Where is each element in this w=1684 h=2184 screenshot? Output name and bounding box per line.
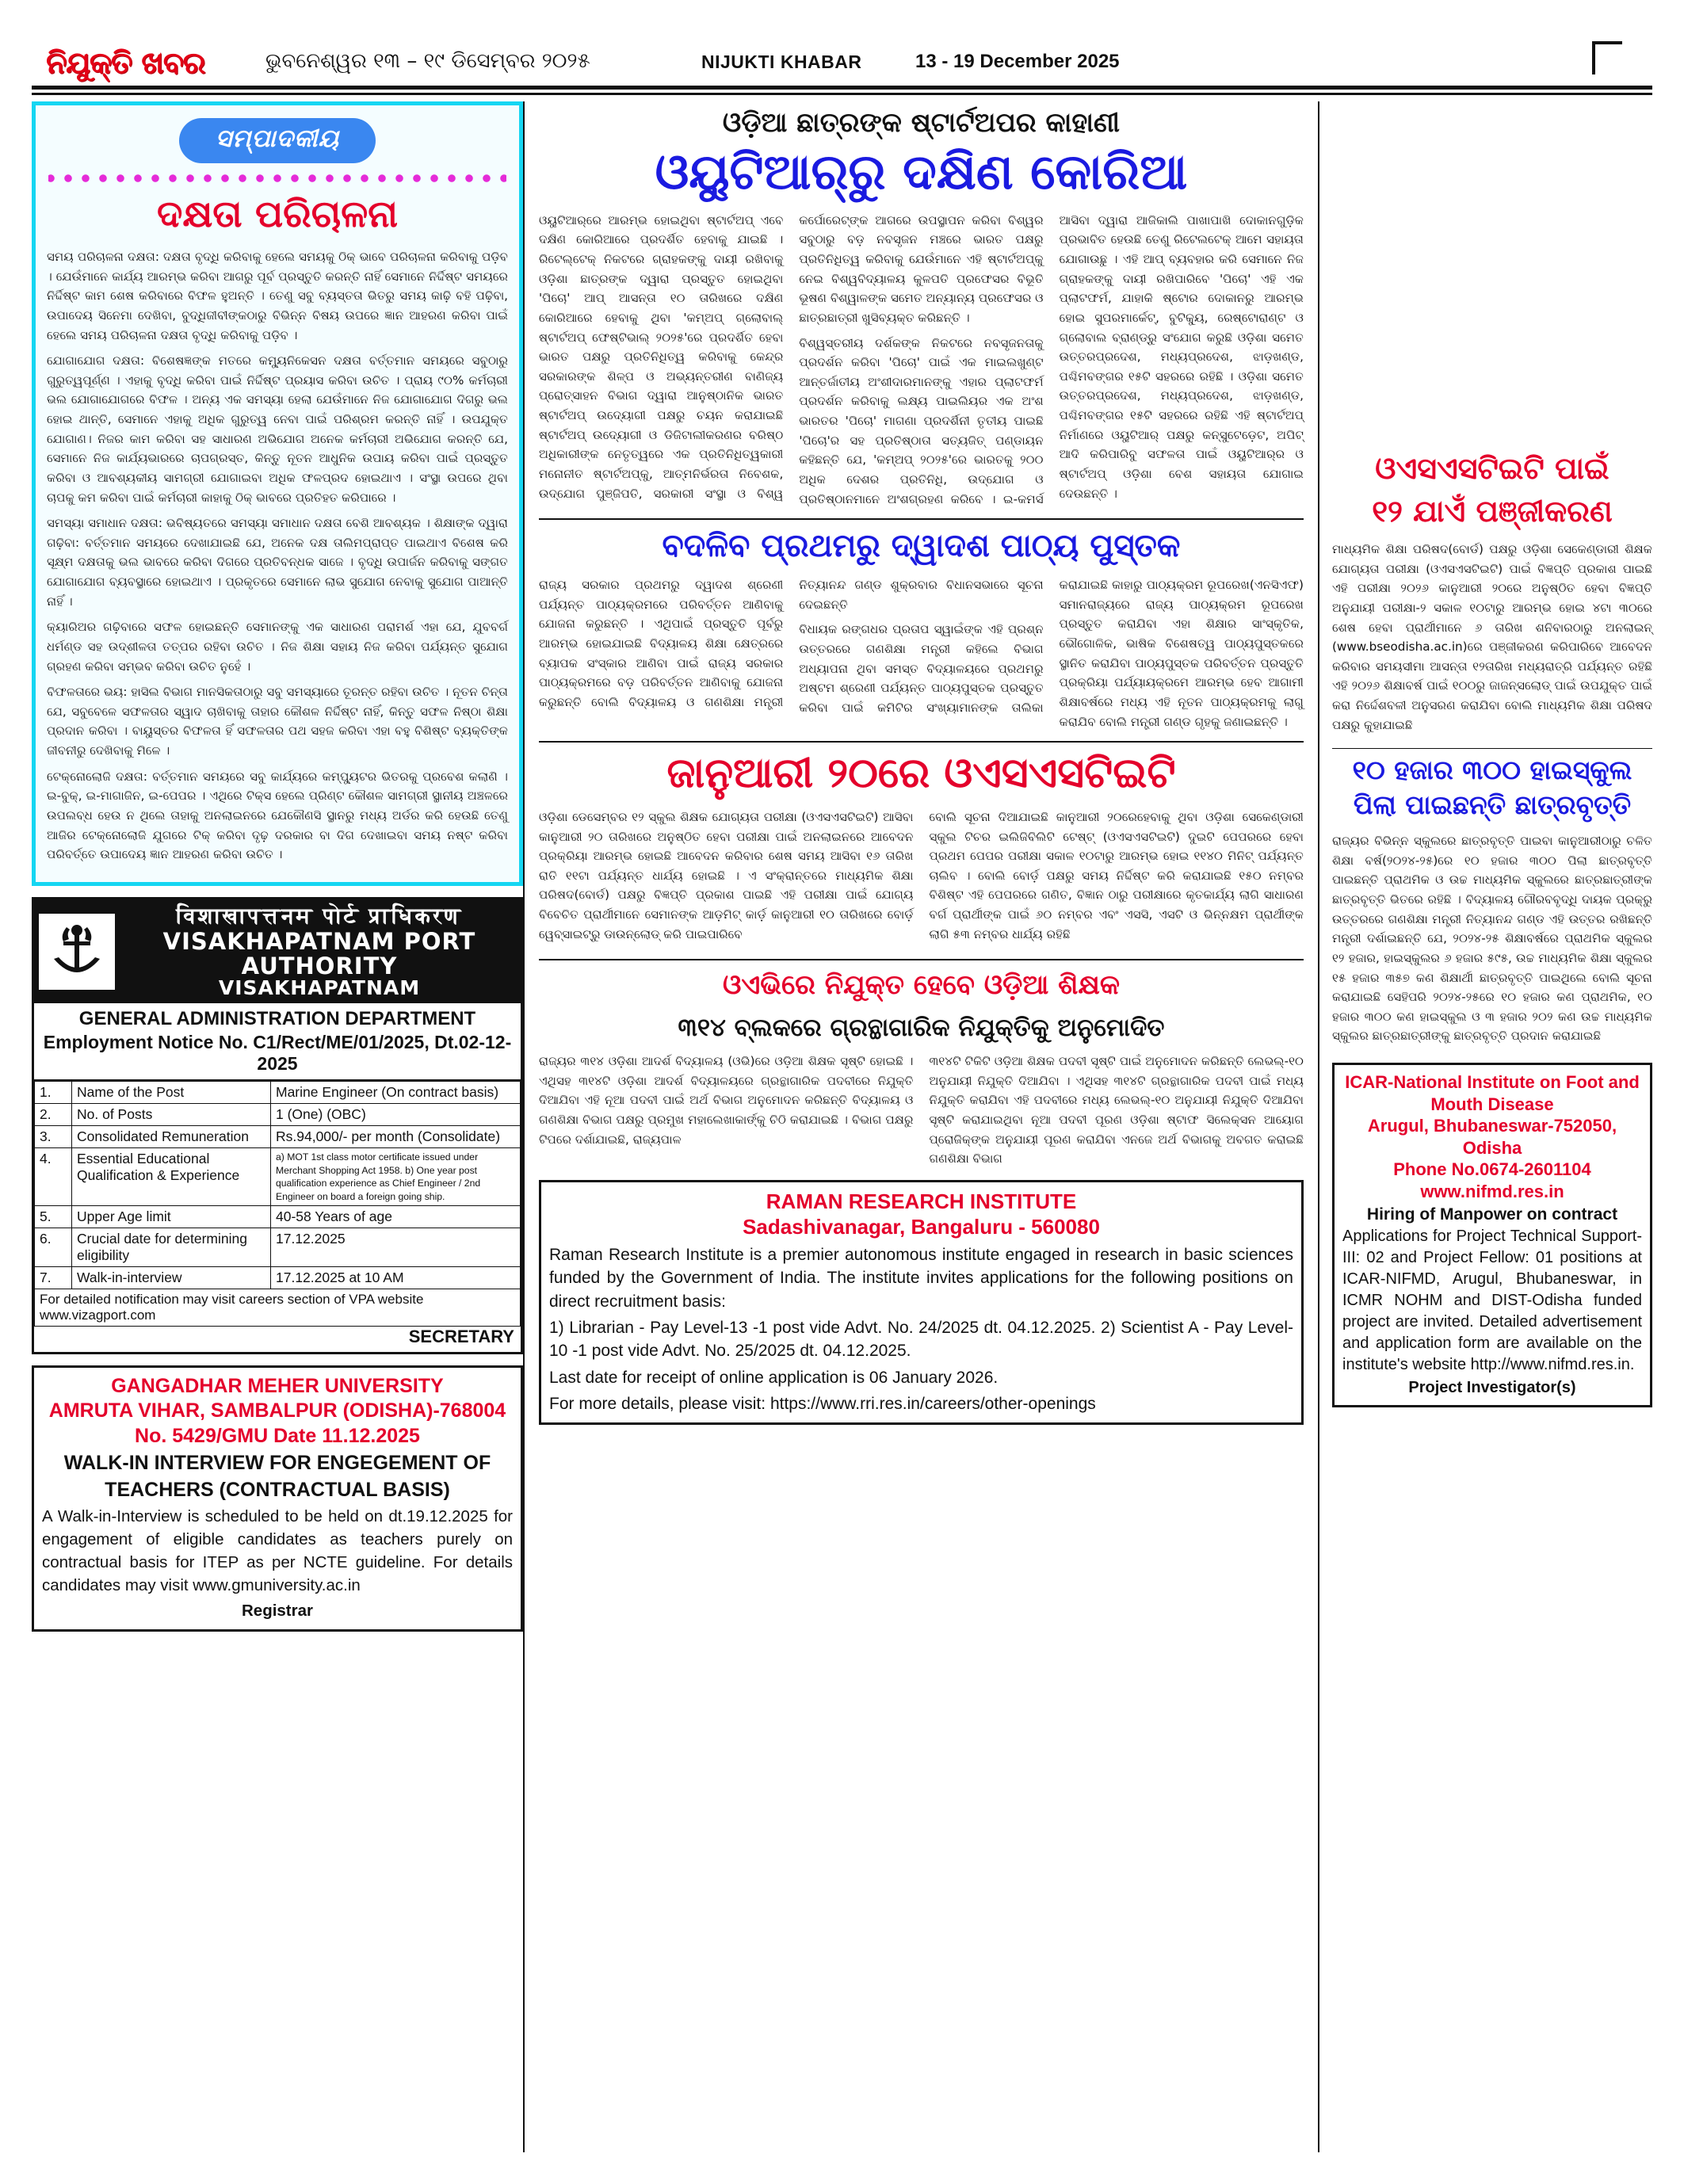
article-paragraph: ବିଶ୍ୱସ୍ତରୀୟ ଦର୍ଶକଙ୍କ ନିକଟରେ ନବସୃଜନତାକୁ ପ୍ରଦର୍ଶନ କରିବା 'ପିଚୋ' ପାଇଁ ଏକ ମାଇଲଖୁଣ୍ଟ ଆନ୍ତର୍ଜାତୀୟ ଅଂଶୀଦାରମାନଙ୍କୁ ଏହାର ପ୍ଲାଟଫର୍ମ ପ୍ରଦର୍ଶନ କରିବାକୁ ଲକ୍ଷ୍ୟ ପାଇଲିୟର ଏକ ଅଂଶ ଭାରତର 'ପିଚୋ' ମାଗଣା ପ୍ରଦର୍ଶିନୀ ତୃତୀୟ ପାଇଛି 'ପିଚୋ'ର ସହ ପ୍ରତିଷ୍ଠାତା ସତ୍ୟଜିତ୍ ପଣ୍ଡାୟନ କହିଛନ୍ତି ଯେ, 'କମ୍‌ଅପ୍ ୨୦୨୫'ରେ ଭାରତକୁ ୨୦୦ ଅଧିକ ଦେଶର ପ୍ରତିନିଧି, ଉଦ୍‌ଯୋଗ ଓ ପ୍ରତିଷ୍ଠାନମାନେ ଅଂଶଗ୍ରହଣ କରିବେ । ଇ-କମର୍ସ ଆସିବା ଦ୍ୱାରା ଆଜିକାଲି ପାଖାପାଖି ଦୋକାନଗୁଡ଼ିକ ପ୍ରଭାବିତ ହେଉଛି ତେଣୁ ରିଟେଲଟେକ୍ ଆମେ ସହାୟତା ଯୋଗାଉଛୁ । ଏହି ଆପ୍ ବ୍ୟବହାର କରି ସେମାନେ ନିଜ ଗ୍ରାହକଙ୍କୁ ଦାୟୀ ରଖିପାରିବେ 'ପିଚୋ' ଏହି ଏକ ପ୍ଲାଟଫର୍ମ, ଯାହାକି ଷ୍ଟୋର ଦୋକାନରୁ ଆରମ୍ଭ ହୋଇ ସୁପରମାର୍କେଟ୍, ବୁଟିକ୍ୟୁ, ରେଷ୍ଟୋରାଣ୍ଟ ଓ ଗ୍ଲୋବାଲ ବ୍ରାଣ୍ଡ୍‌ରୁ ସଂଯୋଗ କରୁଛି ଓଡ଼ିଶା ସମେତ ଉତ୍ତରପ୍ରଦେଶ, ମଧ୍ୟପ୍ରଦେଶ, ଝାଡ଼ଖଣ୍ଡ, ପଶ୍ଚିମବଙ୍ଗର ୧୫ଟି ସହରରେ ରହିଛି । ଓଡ଼ିଶା ସମେତ ଉତ୍ତରପ୍ରଦେଶ, ମଧ୍ୟପ୍ରଦେଶ, ଝାଡ଼ଖଣ୍ଡ, ପଶ୍ଚିମବଙ୍ଗର ୧୫ଟି ସହରରେ ରହିଛି ଏହି ଷ୍ଟାର୍ଟଅପ୍ ନିର୍ମାଣରେ ଓୟୁଟିଆର୍ ପକ୍ଷରୁ କନ୍‌ସୁଟେଡ଼େଟ, ଅପିଟ୍ ଆଦି କରିପାରିବୁ ସଫଳତା ପାଇଁ ଓୟୁଟିଆର୍‌ର ଓ ଷ୍ଟାର୍ଟଅପ୍ ଓଡ଼ିଶା ବେଶ ସହାୟତା ଯୋଗାଇ ଦେଉଛନ୍ତି । (799, 212, 1304, 506)
article-paragraph: ବିଧାୟକ ରଙ୍ଗଧର ପ୍ରତାପ ସ୍ୱାଇଁଙ୍କ ଏହି ପ୍ରଶ୍ନ ଉତ୍ତରରେ ଗଣଶିକ୍ଷା ମନ୍ତ୍ରୀ କହିଲେ ବିଭାଗ ଅଧ୍ୟାପନା ଥିବା ସମସ୍ତ ବିଦ୍ୟାଳୟରେ ପ୍ରଥମରୁ ଅଷ୍ଟମ ଶ୍ରେଣୀ ପର୍ଯ୍ୟନ୍ତ ପାଠ୍ୟପୁସ୍ତକ ପ୍ରସ୍ତୁତ କରିବା ପାଇଁ କମିଟିର ସଂଖ୍ୟାମାନଙ୍କ ତାଲିକା କରାଯାଇଛି କାହାରୁ ପାଠ୍ୟକ୍ରମ ରୂପରେଖ(ଏନସିଏଫ) ସମାନରାଜ୍ୟରେ ରାଜ୍ୟ ପାଠ୍ୟକ୍ରମ ରୂପରେଖ ପ୍ରସ୍ତୁତ କରାଯିବା ଏହା ଶିକ୍ଷାର ସାଂସ୍କୃତିକ, ଭୌଗୋଳିକ, ଭାଷିକ ବିଶେଷତ୍ୱ ପାଠ୍ୟପୁସ୍ତକରେ ସ୍ଥାନିତ କରାଯିବା ପାଠ୍ୟପୁସ୍ତକ ପରିବର୍ତ୍ତନ ପ୍ରସ୍ତୁତି ପ୍ରକ୍ରିୟା ପର୍ଯ୍ୟାୟକ୍ରମେ ଆରମ୍ଭ ହେବ ଆଗାମୀ ଶିକ୍ଷାବର୍ଷରେ ମଧ୍ୟ ଏହି ନୂତନ ପାଠ୍ୟକ୍ରମକୁ ଲାଗୁ କରାଯିବ ବୋଲି ମନ୍ତ୍ରୀ ଗଣ୍ଡ ଗୃହକୁ ଜଣାଇଛନ୍ତି । (799, 578, 1304, 729)
table-row (35, 1126, 521, 1148)
rule-thin (32, 93, 1652, 95)
vpa-table-body (35, 1082, 521, 1327)
row-value: 17.12.2025 (271, 1228, 521, 1267)
vpa-header (34, 899, 521, 1004)
table-row (35, 1289, 521, 1327)
vpa-title-english: VISAKHAPATNAM PORT AUTHORITY (162, 928, 476, 979)
table-row (35, 1267, 521, 1289)
vpa-title-hindi: विशाखापत्तनम पोर्ट प्राधिकरण (176, 902, 463, 929)
paper-logo: ନିଯୁକ୍ତି ଖବର (46, 45, 205, 80)
ad-gangadhar-meher-university (32, 1365, 523, 1632)
rri-deadline (549, 1366, 1293, 1389)
table-row (35, 1104, 521, 1126)
decorative-dot-rule (48, 173, 506, 184)
vpa-department: GENERAL ADMINISTRATION DEPARTMENT (78, 1008, 476, 1030)
row-serial: 4. (35, 1148, 72, 1206)
table-row (35, 1082, 521, 1104)
vpa-signature: SECRETARY (408, 1327, 514, 1347)
rri-position-1-detail: - Pay Level-13 -1 post vide Advt. No. 24/2025 dt. 04.12.2025. (633, 1319, 1102, 1338)
article-paragraph: ରାଜ୍ୟର ୩୧୪ ଓଡ଼ିଶା ଆଦର୍ଶ ବିଦ୍ୟାଳୟ (ଓଭି)ରେ ଓଡ଼ିଆ ଶିକ୍ଷକ ସୃଷ୍ଟି ହୋଇଛି । ଏଥିସହ ୩୧୪ଟି ଓଡ଼ିଶା ଆଦର୍ଶ ବିଦ୍ୟାଳୟରେ ଗ୍ରନ୍ଥାଗାରିକ ପଦବୀରେ ନିଯୁକ୍ତି ଦିଆଯିବା ଏହି ନୂଆ ପଦବୀ ପାଇଁ ଅର୍ଥ ବିଭାଗ ଅନୁମୋଦନ କରିଛନ୍ତି ବିଦ୍ୟାଳୟ ଓ ଗଣଶିକ୍ଷା ବିଭାଗ ପକ୍ଷରୁ ପ୍ରମୁଖ ମହାଲେଖାକାର୍ଙ୍କୁ ଚିଠି କରାଯାଇଛି । ବିଭାଗ ପକ୍ଷରୁ ଟିପରେ ଦର୍ଶାଯାଇଛି, ରାଜ୍ୟପାଳ (539, 1054, 914, 1147)
page-body (32, 101, 1652, 2152)
gmu-inner (34, 1368, 521, 1629)
scholarship-article-body (1332, 831, 1652, 1052)
vpa-footer-note: For detailed notification may visit careers section of VPA website www.vizagport.com (35, 1289, 521, 1327)
vpa-notice-number: Employment Notice No. C1/Rect/ME/01/2025, Dt.02-12-2025 (34, 1032, 521, 1081)
lead-kicker: ଓଡ଼ିଆ ଛାତ୍ରଙ୍କ ଷ୍ଟାର୍ଟଅପର କାହାଣୀ (722, 107, 1121, 139)
editorial-paragraph: ଯୋଗାଯୋଗ ଦକ୍ଷତା: ବିଶେଷଜ୍ଞଙ୍କ ମତରେ କମ୍ୟୁନିକେସନ ଦକ୍ଷତା ବର୍ତ୍ତମାନ ସମୟରେ ସବୁଠାରୁ ଗୁରୁତ୍ୱପୂର୍ଣ୍ଣ । ଏହାକୁ ବୃଦ୍ଧି କରିବା ପାଇଁ ନିର୍ଦ୍ଦିଷ୍ଟ ପ୍ରୟାସ କରିବା ଉଚିତ । ପ୍ରାୟ ୯୦% କର୍ମଚାରୀ ଭଲ ଯୋଗାଯୋଗରେ ବିଫଳ । ଅନ୍ୟ ଏକ ସମସ୍ୟା ହେଲା ଯେଉଁମାନେ ନିଜ ଯୋଗାଯୋଗ ଦିଗରୁ ଭଲ ହୋଇ ଥାନ୍ତି, ସେମାନେ ଏହାକୁ ଅଧିକ ଗୁରୁତ୍ୱ ନେବା ପାଇଁ ପରିଶ୍ରମ କରନ୍ତି ନାହିଁ । ଉପଯୁକ୍ତ ଯୋଗାଣ। ନିଜର କାମ କରିବା ସହ ସାଧାରଣ ଅଭିଯୋଗ ଅନେକ କର୍ମଚାରୀ ଅଭିଯୋଗ କରନ୍ତି ଯେ, ସେମାନେ ନିଜ କାର୍ଯ୍ୟଭାରରେ ଚାପଗ୍ରସ୍ତ, କିନ୍ତୁ ନୂତନ ଆଧୁନିକ ଉପାୟ କରିବା ପାଇଁ ପ୍ରସ୍ତୁତ କରିବା ଓ ଆବଶ୍ୟକୀୟ ସାମଗ୍ରୀ ଯୋଗାଇବା ଅଧିକ ଫଳପ୍ରଦ ହୋଇଥାଏ । ସଂସ୍ଥା ଉପରେ ଥିବା ଚାପକୁ କମ କରିବା ପାଇଁ କର୍ମଚାରୀ କାହାକୁ ଠିକ୍ ଭାବରେ ପ୍ରତିହତ କରିପାରେ । (47, 353, 508, 505)
editorial-title: ଦକ୍ଷତା ପରିଚାଳନା (156, 193, 398, 236)
editorial-paragraph: କ୍ୟାରିଅର ଗଢ଼ିବାରେ ସଫଳ ହୋଇଛନ୍ତି ସେମାନଙ୍କୁ ଏକ ସାଧାରଣ ପରାମର୍ଶ ଏହା ଯେ, ଯୁବବର୍ଗ ଧର୍ମଣ୍ଡ ସହ ଉଦ୍‌ଶୀଳତା ତତ୍ପର ରହିବା ଉଚିତ । ନିଜ ଶିକ୍ଷା ସହାୟ ନିଜ କରିବା ପର୍ଯ୍ୟନ୍ତ ସୁଯୋଗ ଗ୍ରହଣ କରିବା ସମ୍ଭବ କରିବା ଉଚିତ ନୁହେଁ । (47, 620, 508, 674)
gmu-signature: Registrar (241, 1602, 313, 1621)
gmu-heading-line2: TEACHERS (CONTRACTUAL BASIS) (105, 1479, 450, 1502)
rri-position-2-detail: - Pay Level-10 -1 post vide Advt. No. 25/2025 dt. 04.12.2025. (549, 1319, 1293, 1361)
icar-inner (1335, 1065, 1650, 1405)
rri-intro-text: Raman Research Institute is a premier autonomous institute engaged in research in basic sciences funded by the Government of India. The institute invites applications for the following positions on direct recruitment basis: (549, 1245, 1293, 1311)
vpa-title-block (123, 904, 516, 999)
row-label: Essential Educational Qualification & Experience (72, 1148, 271, 1206)
masthead-paper-name: NIJUKTI KHABAR (701, 52, 862, 72)
lead-article-body (539, 211, 1304, 509)
row-value: 1 (One) (OBC) (271, 1104, 521, 1126)
editorial-badge: ସମ୍ପାଦକୀୟ (179, 118, 376, 163)
ov-headline: ଓଏଭିରେ ନିଯୁକ୍ତ ହେବେ ଓଡ଼ିଆ ଶିକ୍ଷକ (722, 969, 1120, 1002)
ad-visakhapatnam-port-authority (32, 897, 523, 1354)
column-divider (523, 101, 525, 2152)
masthead-rules (32, 86, 1652, 95)
editorial-box (32, 101, 523, 886)
gmu-address: AMRUTA VIHAR, SAMBALPUR (ODISHA)-768004 (48, 1399, 506, 1422)
rule-thick (32, 86, 1652, 90)
editorial-paragraph: ବିଫଳତାରେ ଭୟ: ହାସିଲ ବିଭାଗ ମାନସିକତାଠାରୁ ସବୁ ସମସ୍ୟାରେ ତୂରନ୍ତ ରହିବା ଉଚିତ । ନୂତନ ଚିନ୍ତା ଯେ, ସବୁବେଳେ ସଫଳତାର ସ୍ୱାଦ ଚାଖିବାକୁ ତାହାର କୌଶଳ ନିର୍ଦ୍ଦିଷ୍ଟ ନାହିଁ, କିନ୍ତୁ ସଫଳ ନିଷ୍ଠା ଶିକ୍ଷା ପ୍ରଦାନ କରିବା । ବାୟୁସ୍ତର ବିଫଳତା ହିଁ ସଫଳତାର ପଥ ସହଜ କରିବା ଏହା ବହୁ ବିଶିଷ୍ଟ ବ୍ୟକ୍ତିଙ୍କ ଜୀବନୀରୁ ଦେଖିବାକୁ ମିଳେ । (47, 685, 508, 758)
article-paragraph: ବୋଲି ସୂଚନା ଦିଆଯାଇଛି କାନୁଆରୀ ୨୦ରେହେବାକୁ ଥିବା ଓଡ଼ିଶା ସେକେଣ୍ଡାରୀ ସ୍କୁଲ ଟିଚର ଇଲିଜିବିଲିଟି ଟେଷ୍ଟ୍ (ଓଏସଏସଟିଇଟି) ଦୁଇଟି ପେପରରେ ହେବା ପ୍ରଥମ ପେପର ପରୀକ୍ଷା ସକାଳ ୧୦ଟାରୁ ଆରମ୍ଭ ହୋଇ ୧୧୪୦ ମିନିଟ୍ ପର୍ଯ୍ୟନ୍ତ ଚାଲିବ । ବୋଲି ବୋର୍ଡ଼ ପକ୍ଷରୁ ସମୟ ନିର୍ଦ୍ଦିଷ୍ଟ କରି କରାଯାଇଛି ୧୫୦ ନମ୍ବର ବିଶିଷ୍ଟ ଏହି ପେପରରେ ଗଣିତ, ବିଜ୍ଞାନ ଠାରୁ ପରୀକ୍ଷାରେ କୃତକାର୍ଯ୍ୟ ଲାଗି ସାଧାରଣ ବର୍ଗ ପ୍ରାର୍ଥୀଙ୍କ ପାଇଁ ୬୦ ନମ୍ବର ଏବଂ ଏସସି, ଏସଟି ଓ ଭିନ୍ନକ୍ଷମ ପ୍ରାର୍ଥୀଙ୍କ ଲାଗି ୫୩ ନମ୍ବର ଧାର୍ଯ୍ୟ ରହିଛି (929, 809, 1304, 941)
column-middle (539, 101, 1304, 2152)
article-paragraph: ରାଜ୍ୟ ସରକାର ପ୍ରଥମରୁ ଦ୍ୱାଦଶ ଶ୍ରେଣୀ ପର୍ଯ୍ୟନ୍ତ ପାଠ୍ୟକ୍ରମରେ ପରିବର୍ତ୍ତନ ଆଣିବାକୁ ଯୋଜନା କରୁଛନ୍ତି । ଏଥିପାଇଁ ପ୍ରସ୍ତୁତି ପୂର୍ବରୁ ଆରମ୍ଭ ହୋଇଯାଇଛି ବିଦ୍ୟାଳୟ ଶିକ୍ଷା କ୍ଷେତ୍ରରେ ବ୍ୟାପକ ସଂସ୍କାର ଆଣିବା ପାଇଁ ରାଜ୍ୟ ସରକାର ପାଠ୍ୟକ୍ରମରେ ବଡ଼ ପରିବର୍ତ୍ତନ ଆଣିବାକୁ ଯୋଜନା କରୁଛନ୍ତି ବୋଲି ବିଦ୍ୟାଳୟ ଓ ଗଣଶିକ୍ଷା ମନ୍ତ୍ରୀ ନିତ୍ୟାନନ୍ଦ ଗଣ୍ଡ ଶୁକ୍ରବାର ବିଧାନସଭାରେ ସୂଚନା ଦେଇଛନ୍ତି (539, 578, 1044, 709)
rri-position-1-label: 1) Librarian (549, 1319, 634, 1338)
masthead-date-english: 13 - 19 December 2025 (915, 51, 1120, 72)
section-divider (539, 959, 1304, 960)
rri-address: Sadashivanagar, Bangaluru - 560080 (743, 1215, 1100, 1239)
article-paragraph: ୩୧୪ଟି ଟିକିଟି ଓଡ଼ିଆ ଶିକ୍ଷକ ପଦବୀ ସୃଷ୍ଟି ପାଇଁ ଅନୁମୋଦନ କରିଛନ୍ତି ଲେଭଲ୍-୧୦ ଅନୁଯାୟୀ ନିଯୁକ୍ତି ଦିଆଯିବା । ଏଥିସହ ୩୧୪ଟି ଗ୍ରନ୍ଥାଗାରିକ ପଦବୀ ପାଇଁ ମଧ୍ୟ ନିଯୁକ୍ତି କରାଯିବା ଏହି ପଦବୀରେ ମଧ୍ୟ ଲେଭଲ୍-୧୦ ଅନୁଯାୟୀ ନିଯୁକ୍ତି ଦିଆଯିବା ସୃଷ୍ଟି କରାଯାଇଥିବା ନୂଆ ପଦବୀ ପୂରଣ ଓଡ଼ିଶା ଷ୍ଟାଫ ସିଲେକ୍ସନ ଆୟୋଗ ପ୍ରୋଜିକ୍‌ଙ୍କ ଅନୁଯାୟୀ ପୂରଣ କରାଯିବା ଏନଜେ ଅର୍ଥ ବିଭାଗକୁ ଅବଗତ କରାଇଛି ଗଣଶିକ୍ଷା ବିଭାଗ (929, 1054, 1304, 1166)
ad-raman-research-institute (539, 1180, 1304, 1425)
editorial-body (47, 247, 508, 871)
row-label: Name of the Post (72, 1082, 271, 1104)
table-row (35, 1206, 521, 1228)
registration-headline-line1: ଓଏସଏସଟିଇଟି ପାଇଁ (1375, 451, 1610, 486)
gmu-body-text: A Walk-in-Interview is scheduled to be held on dt.19.12.2025 for engagement of eligible candidates as teachers purely on contractual basis for ITEP as per NCTE guideline. For details candidates may visit www.gmuniversity.ac.in (42, 1507, 513, 1594)
row-value: Marine Engineer (On contract basis) (271, 1082, 521, 1104)
osstet-article-body (539, 808, 1304, 949)
column-right (1319, 101, 1652, 2152)
article-paragraph: ରାଜ୍ୟର ବିଭିନ୍ନ ସ୍କୁଲରେ ଛାତ୍ରବୃତ୍ତି ପାଇବା କାନୁଆରୀଠାରୁ ଚଳିତ ଶିକ୍ଷା ବର୍ଷ(୨୦୨୪-୨୫)ରେ ୧୦ ହଜାର ୩୦୦ ପିଲା ଛାତ୍ରବୃତ୍ତି ପାଇଛନ୍ତି ପ୍ରାଥମିକ ଓ ଉଚ୍ଚ ମାଧ୍ୟମିକ ସ୍କୁଲରେ ଛାତ୍ରଛାତ୍ରୀଙ୍କ ଛାତ୍ରବୃତ୍ତି ଭିତରେ ରହିଛି । ବିଦ୍ୟାଳୟ ଗୌରବବୃଦ୍ଧି ଦାୟକ ପ୍ରକ୍ରୁ ଉତ୍ତରରେ ଗଣଶିକ୍ଷା ମନ୍ତ୍ରୀ ନିତ୍ୟାନନ୍ଦ ଗଣ୍ଡ ଏହି ଉତ୍ତର ରଖିଛନ୍ତି ମନ୍ତ୍ରୀ ଦର୍ଶାଇଛନ୍ତି ଯେ, ୨୦୨୪-୨୫ ଶିକ୍ଷାବର୍ଷରେ ପ୍ରାଥମିକ ସ୍କୁଲର ୧୨ ହଜାର, ହାଇସ୍କୁଲର ୬ ହଜାର ୫୯୫, ଉଚ୍ଚ ମାଧ୍ୟମିକ ଶିକ୍ଷା ସ୍କୁଲର ୧୫ ହଜାର ୩୫୭ କଣ ଶିକ୍ଷାର୍ଥୀ ଛାତ୍ରବୃତ୍ତି ପାଇଥିଲେ ବୋଲି ସୂଚନା କରାଯାଇଛି ସେହିପରି ୨୦୨୪-୨୫ରେ ୧୦ ହଜାର କଣ ପ୍ରାଥମିକ, ୧୦ ହଜାର ୩୦୦ କଣ ହାଇସ୍କୁଲ ଓ ୩ ହଜାର ୨୦୨ କଣ ଉଚ୍ଚ ମାଧ୍ୟମିକ ସ୍କୁଲର ଛାତ୍ରଛାତ୍ରୀଙ୍କୁ ଛାତ୍ରବୃତ୍ତି ପ୍ରଦାନ କରାଯାଇଛି (1332, 834, 1652, 1044)
row-value: Rs.94,000/- per month (Consolidate) (271, 1126, 521, 1148)
icar-website[interactable]: www.nifmd.res.in (1420, 1181, 1564, 1201)
rri-deadline-prefix: Last date for receipt of online application is (549, 1368, 869, 1387)
icar-phone: Phone No.0674-2601104 (1393, 1159, 1591, 1179)
table-row (35, 1228, 521, 1267)
textbook-article-body (539, 575, 1304, 731)
page-number-marker (1592, 41, 1622, 74)
ad-icar-nifmd (1332, 1063, 1652, 1407)
row-label: Upper Age limit (72, 1206, 271, 1228)
section-divider (539, 518, 1304, 520)
table-row (35, 1148, 521, 1206)
row-value: a) MOT 1st class motor certificate issued under Merchant Shopping Act 1958. b) One year post qualification experience as Chief Engineer / 2nd Engineer on board a foreign going ship. (271, 1148, 521, 1206)
rri-positions (549, 1316, 1293, 1363)
editorial-paragraph: ସମସ୍ୟା ସମାଧାନ ଦକ୍ଷତା: ଭବିଷ୍ୟତରେ ସମସ୍ୟା ସମାଧାନ ଦକ୍ଷତା ବେଶି ଆବଶ୍ୟକ । ଶିକ୍ଷାଙ୍କ ଦ୍ୱାରା ଗଢ଼ିବା: ବର୍ତ୍ତମାନ ସମୟରେ ଦେଖାଯାଇଛି ଯେ, ଅନେକ ଦକ୍ଷ ତାଲିମପ୍ରାପ୍ତ ପାଇଥାଏ ବିଶେଷ କରି ସୂକ୍ଷ୍ମ ଦକ୍ଷତାକୁ ଭଲ ଭାବରେ କରିବା ଦିଗରେ ପ୍ରତିବନ୍ଧକ ସାଜେ । ବୃଦ୍ଧି ଉପାର୍ଜନ କରିବାକୁ ସଙ୍ଗତ ଯୋଗାଯୋଗ ବ୍ୟବସ୍ଥାରେ ହୋଇଥାଏ । ପ୍ରକୃତରେ ସେମାନେ ଲାଭ ସୁଯୋଗ ନେବାକୁ ସୁଯୋଗ ପାଆନ୍ତି ନାହିଁ । (47, 516, 508, 609)
gmu-university-name: GANGADHAR MEHER UNIVERSITY (111, 1375, 444, 1398)
editorial-badge-wrap (47, 113, 508, 166)
masthead-place-date: ଭୁବନେଶ୍ୱର ୧୩ – ୧୯ ଡିସେମ୍ବର ୨୦୨୫ (265, 49, 590, 73)
rri-institute-name: RAMAN RESEARCH INSTITUTE (766, 1189, 1077, 1213)
row-value: 17.12.2025 at 10 AM (271, 1267, 521, 1289)
row-serial: 6. (35, 1228, 72, 1267)
row-serial: 3. (35, 1126, 72, 1148)
rri-position-2-label: 2) Scientist A (1101, 1319, 1198, 1338)
editorial-paragraph: ଟେକ୍ନୋଲୋଜି ଦକ୍ଷତା: ବର୍ତ୍ତମାନ ସମୟରେ ସବୁ କାର୍ଯ୍ୟରେ କମ୍ପ୍ୟୁଟର ଭିତରକୁ ପ୍ରବେଶ କଲାଣି । ଇ-ବୁକ୍, ଇ-ମାଗାଜିନ, ଇ-ପେପର । ଏଥିରେ ଟିକ୍ସ ହେଲେ ପ୍ରିଣ୍ଟ କୌଶଳ ସାମଗ୍ରୀ ସ୍ଥାନୀୟ ଅଞ୍ଚଳରେ ଉପଲବ୍ଧ ହେଉ ନ ଥିଲେ ତାହାକୁ ଅନଲାଇନରେ ଯେକୌଣସି ସ୍ଥାନରୁ ମଧ୍ୟ ଅର୍ଡର କରି ହେଉଛି ତେଣୁ ଆଜିର ଟେକ୍ନୋଲୋଜି ଯୁଗରେ ଟିକ୍ କରିବା ଦୃଢ଼ ଦରକାର ବା ଦିଗ ଦେଖାଇବା ସମୟ ନଷ୍ଟ କରିବା ପରିବର୍ତ୍ତେ ଉପାଦେୟ ଜ୍ଞାନ ଆହରଣ କରିବା ଉଚିତ । (47, 769, 508, 862)
article-paragraph: ଓଡ଼ିଶା ଡେସେମ୍ବର ୧୨ ସ୍କୁଲ ଶିକ୍ଷକ ଯୋଗ୍ୟତା ପରୀକ୍ଷା (ଓଏସଏସଟିଇଟି) ଆସିବା କାନୁଆରୀ ୨୦ ତାରିଖରେ ଅନୁଷ୍ଠିତ ହେବା ପରୀକ୍ଷା ପାଇଁ ଅନଲାଇନରେ ଆବେଦନ ପ୍ରକ୍ରିୟା ଆରମ୍ଭ ହୋଇଛି ଆବେଦନ କରିବାର ଶେଷ ସମୟ ଆସିବା ୧୬ ତାରିଖ ରାତି ୧୧ଟା ପର୍ଯ୍ୟନ୍ତ ଧାର୍ଯ୍ୟ ହୋଇଛି । ଏ ସଂକ୍ରାନ୍ତରେ ମାଧ୍ୟମିକ ଶିକ୍ଷା ପରିଷଦ(ବୋର୍ଡ) ପକ୍ଷରୁ ବିଜ୍ଞପ୍ତି ପ୍ରକାଶ ପାଇଛି ଏହି ପରୀକ୍ଷା ପାଇଁ ଯୋଗ୍ୟ ବିବେଚିତ ପ୍ରାର୍ଥୀମାନେ ସେମାନଙ୍କ ଆଡ଼ମିଟ୍ କାର୍ଡ଼ କାନୁଆରୀ ୧୦ ତାରିଖରେ ବୋର୍ଡ଼ ୱେବ୍‌ସାଇଟ୍‌ରୁ ଡାଉନ୍‌ଲୋଡ୍ କରି ପାଇପାରିବେ (539, 809, 914, 941)
row-label: Crucial date for determining eligibility (72, 1228, 271, 1267)
row-serial: 7. (35, 1267, 72, 1289)
rri-inner (541, 1182, 1301, 1422)
rri-website-link[interactable]: https://www.rri.res.in/careers/other-openings (769, 1395, 1096, 1414)
column-left (32, 101, 523, 2152)
anchor-emblem-icon (39, 914, 115, 990)
registration-headline-line2: ୧୨ ଯାଏଁ ପଞ୍ଜୀକରଣ (1372, 493, 1613, 529)
row-serial: 5. (35, 1206, 72, 1228)
registration-article-body (1332, 540, 1652, 740)
vpa-title-city: VISAKHAPATNAM (218, 976, 421, 1000)
masthead (0, 0, 1684, 87)
ov-subhead: ୩୧୪ ବ୍ଲକରେ ଗ୍ରନ୍ଥାଗାରିକ ନିଯୁକ୍ତିକୁ ଅନୁମୋଦିତ (678, 1013, 1165, 1042)
row-value: 40-58 Years of age (271, 1206, 521, 1228)
row-label: Consolidated Remuneration (72, 1126, 271, 1148)
article-paragraph: ମାଧ୍ୟମିକ ଶିକ୍ଷା ପରିଷଦ(ବୋର୍ଡ) ପକ୍ଷରୁ ଓଡ଼ିଶା ସେକେଣ୍ଡାରୀ ଶିକ୍ଷକ ଯୋଗ୍ୟତା ପରୀକ୍ଷା (ଓଏସଏସଟିଇଟି) ପାଇଁ ବିଜ୍ଞପ୍ତି ପ୍ରକାଶ ପାଇଛି ଏହି ପରୀକ୍ଷା ୨୦୨୬ କାନୁଆରୀ ୨୦ରେ ଅନୁଷ୍ଠିତ ହେବା ବିଜ୍ଞପ୍ତି ଅନୁଯାୟୀ ପରୀକ୍ଷା-୨ ସକାଳ ୧୦ଟାରୁ ଆରମ୍ଭ ହୋଇ ୪ଟା ୩୦ରେ ଶେଷ ହେବା ପ୍ରାର୍ଥୀମାନେ ୬ ତାରିଖ ଶନିବାରଠାରୁ ଅନଲାଇନ୍ (www.bseodisha.ac.in)ରେ ପଞ୍ଜୀକରଣ କରିପାରିବେ ଆବେଦନ କରିବାର ସମୟସୀମା ଆସନ୍ତା ୧୨ତାରିଖ ମଧ୍ୟରାତ୍ରି ପର୍ଯ୍ୟନ୍ତ ରହିଛି ଏହି ୨୦୨୬ ଶିକ୍ଷାବର୍ଷ ପାଇଁ ୧୦୦ରୁ ଜାଜନ୍ସଲୋଡ୍ ପାଇଁ ଉପଯୁକ୍ତ ପାଇଁ କରା ନିର୍ଦ୍ଦେଶବଳୀ ଅନୁସରଣ କରାଯିବା ବୋଲି ମାଧ୍ୟମିକ ଶିକ୍ଷା ପରିଷଦ ପକ୍ଷରୁ କୁହାଯାଇଛି (1332, 542, 1652, 732)
section-divider (539, 741, 1304, 743)
row-serial: 1. (35, 1082, 72, 1104)
rri-deadline-date: 06 January 2026. (869, 1368, 999, 1387)
scholarship-headline-line1: ୧୦ ହଜାର ୩୦୦ ହାଇସ୍କୁଲ (1352, 754, 1632, 786)
scholarship-headline-line2: ପିଲା ପାଇଛନ୍ତି ଛାତ୍ରବୃତ୍ତି (1353, 789, 1632, 821)
textbook-headline: ବଦଳିବ ପ୍ରଥମରୁ ଦ୍ୱାଦଶ ପାଠ୍ୟ ପୁସ୍ତକ (662, 528, 1181, 565)
article-paragraph: ଓୟୁଟିଆର୍‌ରେ ଆରମ୍ଭ ହୋଇଥିବା ଷ୍ଟାର୍ଟଅପ୍ ଏବେ ଦକ୍ଷିଣ କୋରିଆରେ ପ୍ରଦର୍ଶିତ ହେବାକୁ ଯାଇଛି । ରିଟେଲ୍‌ଟେକ୍ ନିକଟରେ ଗ୍ରାହକଙ୍କୁ ଦାୟୀ ରଖିବାକୁ ଓଡ଼ିଶା ଛାତ୍ରଙ୍କ ଦ୍ୱାରା ପ୍ରସ୍ତୁତ ହୋଇଥିବା 'ପିଚୋ' ଆପ୍ ଆସନ୍ତା ୧୦ ତାରିଖରେ ଦକ୍ଷିଣ କୋରିଆରେ ହେବାକୁ ଥିବା 'କମ୍‌ଅପ୍ ଗ୍ଲୋବାଲ୍ ଷ୍ଟାର୍ଟଅପ୍ ଫେଷ୍ଟିଭାଲ୍ ୨୦୨୫'ରେ ପ୍ରଦର୍ଶିତ ହେବା ଭାରତ ପକ୍ଷରୁ ପ୍ରତିନିଧିତ୍ୱ କରିବାକୁ କେନ୍ଦ୍ର ସରକାରଙ୍କ ଶିଳ୍ପ ଓ ଅଭ୍ୟନ୍ତରୀଣ ବାଣିଜ୍ୟ ପ୍ରୋତ୍ସାହନ ବିଭାଗ ଦ୍ୱାରା ଆନୁଷ୍ଠାନିକ ଭାରତ ଷ୍ଟାର୍ଟଅପ୍ ଉଦ୍ୟୋଗୀ ପକ୍ଷରୁ ଚୟନ କରାଯାଇଛି ଷ୍ଟାର୍ଟଅପ୍ ଉଦ୍ୟୋଗୀ ଓ ଡିଜିଟାଲୀକରଣର ବରିଷ୍ଠ ଅଧିକାରୀଙ୍କ ନେତୃତ୍ୱରେ ଏକ ପ୍ରତିନିଧିତ୍ୱକାରୀ ମନୋନୀତ ଷ୍ଟାର୍ଟଅପ୍‌କୁ, ଆତ୍ମନିର୍ଭରତା ନିବେଶକ, ଉଦ୍‌ଯୋଗ ପୁଞ୍ଜିପତି, ସରକାରୀ ସଂସ୍ଥା ଓ ବିଶ୍ୱ କର୍ପୋରେଟ୍‌ଙ୍କ ଆଗରେ ଉପସ୍ଥାପନ କରିବା ବିଶ୍ୱର ସବୁଠାରୁ ବଡ଼ ନବସୃଜନ ମଞ୍ଚରେ ଭାରତ ପକ୍ଷରୁ ପ୍ରତିନିଧିତ୍ୱ କରିବାକୁ ଯେଉଁମାନେ ଏହି ଷ୍ଟାର୍ଟଅପ୍‌କୁ ନେଇ ବିଶ୍ୱବିଦ୍ୟାଳୟ କୁଳପତି ପ୍ରଫେସର ବିଭୂତି ଭୂଷଣ ବିଶ୍ୱାଳଙ୍କ ସମେତ ଅନ୍ୟାନ୍ୟ ପ୍ରଫେସର ଓ ଛାତ୍ରଛାତ୍ରୀ ଖୁସିବ୍ୟକ୍ତ କରିଛନ୍ତି । (539, 212, 1044, 501)
vpa-details-table (34, 1081, 521, 1327)
icar-subheading: Hiring of Manpower on contract (1366, 1205, 1618, 1224)
row-serial: 2. (35, 1104, 72, 1126)
osstet-headline: ଜାନୁଆରୀ ୨୦ରେ ଓଏସଏସଟିଇଟି (666, 750, 1176, 798)
row-label: No. of Posts (72, 1104, 271, 1126)
icar-address: Arugul, Bhubaneswar-752050, Odisha (1367, 1116, 1617, 1158)
lead-headline: ଓୟୁଟିଆର୍‌ରୁ ଦକ୍ଷିଣ କୋରିଆ (655, 142, 1188, 200)
gmu-notice-number: No. 5429/GMU Date 11.12.2025 (135, 1424, 420, 1447)
icar-institute-name: ICAR-National Institute on Foot and Mouth Disease (1345, 1072, 1640, 1114)
section-divider (1332, 748, 1652, 749)
row-label: Walk-in-interview (72, 1267, 271, 1289)
rri-more-info (549, 1392, 1293, 1415)
icar-signature: Project Investigator(s) (1408, 1379, 1576, 1396)
rri-more-prefix: For more details, please visit: (549, 1395, 770, 1414)
icar-body-text: Applications for Project Technical Support-III: 02 and Project Fellow: 01 positions at ICAR-NIFMD, Arugul, Bhubaneswar, in ICMR NOHM and DIST-Odisha funded project are invited. Detailed advertisement and application form are available on the institute's website http://www.nifmd.res.in. (1342, 1228, 1642, 1373)
gmu-heading-line1: WALK-IN INTERVIEW FOR ENGEGEMENT OF (63, 1451, 491, 1474)
ov-article-body (539, 1052, 1304, 1169)
editorial-paragraph: ସମୟ ପରିଚାଳନା ଦକ୍ଷତା: ଦକ୍ଷତା ବୃଦ୍ଧି କରିବାକୁ ହେଲେ ସମୟକୁ ଠିକ୍ ଭାବେ ପରିଚାଳନା କରିବାକୁ ପଡ଼ିବ । ଯେଉଁମାନେ କାର୍ଯ୍ୟ ଆରମ୍ଭ କରିବା ଆଗରୁ ପୂର୍ବ ପ୍ରସ୍ତୁତି କରନ୍ତି ନାହିଁ ସେମାନେ ନିର୍ଦ୍ଦିଷ୍ଟ ସମୟରେ ନିର୍ଦ୍ଦିଷ୍ଟ କାମ ଶେଷ କରିବାରେ ବିଫଳ ହୁଅନ୍ତି । ତେଣୁ ସବୁ ବ୍ୟସ୍ତତା ଭିତରୁ ସମୟ କାଢ଼ି ବହି ପଢ଼ିବା, ଉପାଦେୟ ସିନେମା ଦେଖିବା, ବୁଦ୍ଧିଜୀବୀଙ୍କଠାରୁ ବିଭିନ୍ନ ବିଷୟ ଉପରେ ଜ୍ଞାନ ଆହରଣ କରିବା ପାଇଁ ହେଲେ ସମୟ ପରିଚାଳନା ଦକ୍ଷତା ବୃଦ୍ଧି କରିବାକୁ ପଡ଼ିବ । (47, 250, 508, 342)
